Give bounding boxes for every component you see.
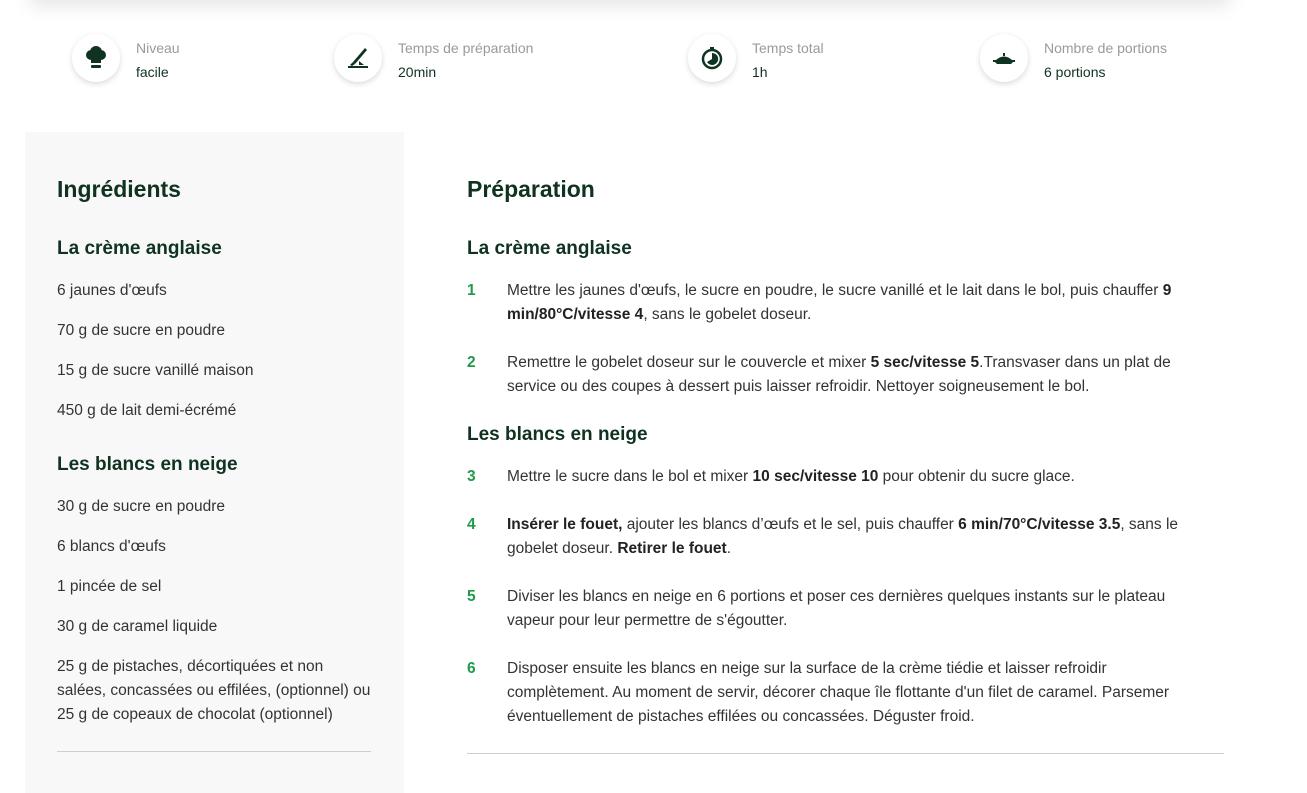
chef-hat-icon — [72, 34, 120, 82]
ingredients-title: Ingrédients — [57, 176, 181, 202]
info-portions-label: Nombre de portions — [1044, 40, 1167, 56]
step-number: 6 — [467, 660, 476, 677]
info-level-label: Niveau — [136, 40, 180, 56]
step-number: 3 — [467, 468, 476, 485]
ingredients-section-title: Les blancs en neige — [57, 454, 238, 475]
ingredient-item: 15 g de sucre vanillé maison — [57, 362, 254, 379]
ingredient-item: 70 g de sucre en poudre — [57, 322, 226, 339]
step-number: 1 — [467, 282, 476, 299]
step-text: Disposer ensuite les blancs en neige sur la surface de la crème tiédie et laisser refroidir complètement. Au moment de servir, décorer chaque île flottante d'un filet de caramel. Parsemer éventuellement de pistaches effilées ou concassées. Déguster froid. — [507, 660, 1170, 725]
info-prep-time — [334, 34, 533, 90]
info-total-time-value: 1h — [752, 64, 768, 80]
step-text: Mettre les jaunes d'œufs, le sucre en poudre, le sucre vanillé et le lait dans le bol, puis chauffer 9 min/80°C/vitesse 4, sans le gobelet doseur. — [507, 282, 1172, 323]
step-number: 4 — [467, 516, 476, 533]
ingredient-item: 30 g de caramel liquide — [57, 618, 218, 635]
info-prep-time-label: Temps de préparation — [398, 40, 534, 56]
preparation-section — [467, 132, 1224, 754]
ingredient-item: 30 g de sucre en poudre — [57, 498, 226, 515]
step-text: Remettre le gobelet doseur sur le couvercle et mixer 5 sec/vitesse 5.Transvaser dans un plat de service ou des coupes à dessert puis laisser refroidir. Nettoyer soigneusement le bol. — [507, 354, 1171, 395]
preparation-section-title: Les blancs en neige — [467, 424, 648, 445]
info-level-value: facile — [136, 64, 169, 80]
knife-board-icon — [334, 34, 382, 82]
ingredient-item: 450 g de lait demi-écrémé — [57, 402, 237, 419]
preparation-step — [467, 657, 1224, 729]
ingredient-item: 6 blancs d'œufs — [57, 538, 166, 555]
preparation-divider — [467, 753, 1224, 754]
preparation-step — [467, 585, 1224, 633]
preparation-step — [467, 351, 1224, 399]
step-number: 5 — [467, 588, 476, 605]
info-total-time-label: Temps total — [752, 40, 824, 56]
info-portions-value: 6 portions — [1044, 64, 1106, 80]
info-portions — [980, 34, 1167, 90]
preparation-step — [467, 465, 1224, 489]
info-prep-time-value: 20min — [398, 64, 437, 80]
preparation-step — [467, 513, 1224, 561]
info-total-time — [688, 34, 824, 90]
step-text: Diviser les blancs en neige en 6 portions et poser ces dernières quelques instants sur le plateau vapeur pour leur permettre de s'égoutter. — [507, 588, 1166, 629]
dish-icon — [980, 34, 1028, 82]
ingredients-section-title: La crème anglaise — [57, 238, 222, 259]
preparation-step — [467, 279, 1224, 327]
ingredient-item: 6 jaunes d'œufs — [57, 282, 167, 299]
preparation-section-title: La crème anglaise — [467, 238, 632, 259]
step-text: Insérer le fouet, ajouter les blancs d’œufs et le sel, puis chauffer 6 min/70°C/vitesse 3.5, sans le gobelet doseur. Retirer le fouet. — [507, 516, 1179, 557]
ingredient-item: 1 pincée de sel — [57, 578, 162, 595]
ingredients-divider — [57, 751, 371, 752]
timer-icon — [688, 34, 736, 82]
recipe-info-bar — [0, 34, 1307, 94]
step-text: Mettre le sucre dans le bol et mixer 10 sec/vitesse 10 pour obtenir du sucre glace. — [507, 468, 1075, 485]
ingredients-panel — [25, 132, 404, 793]
step-number: 2 — [467, 354, 476, 371]
preparation-title: Préparation — [467, 176, 595, 202]
ingredient-item: 25 g de pistaches, décortiquées et non salées, concassées ou effilées, (optionnel) ou 25 g de copeaux de chocolat (optionnel) — [57, 658, 371, 723]
info-level — [72, 34, 180, 90]
